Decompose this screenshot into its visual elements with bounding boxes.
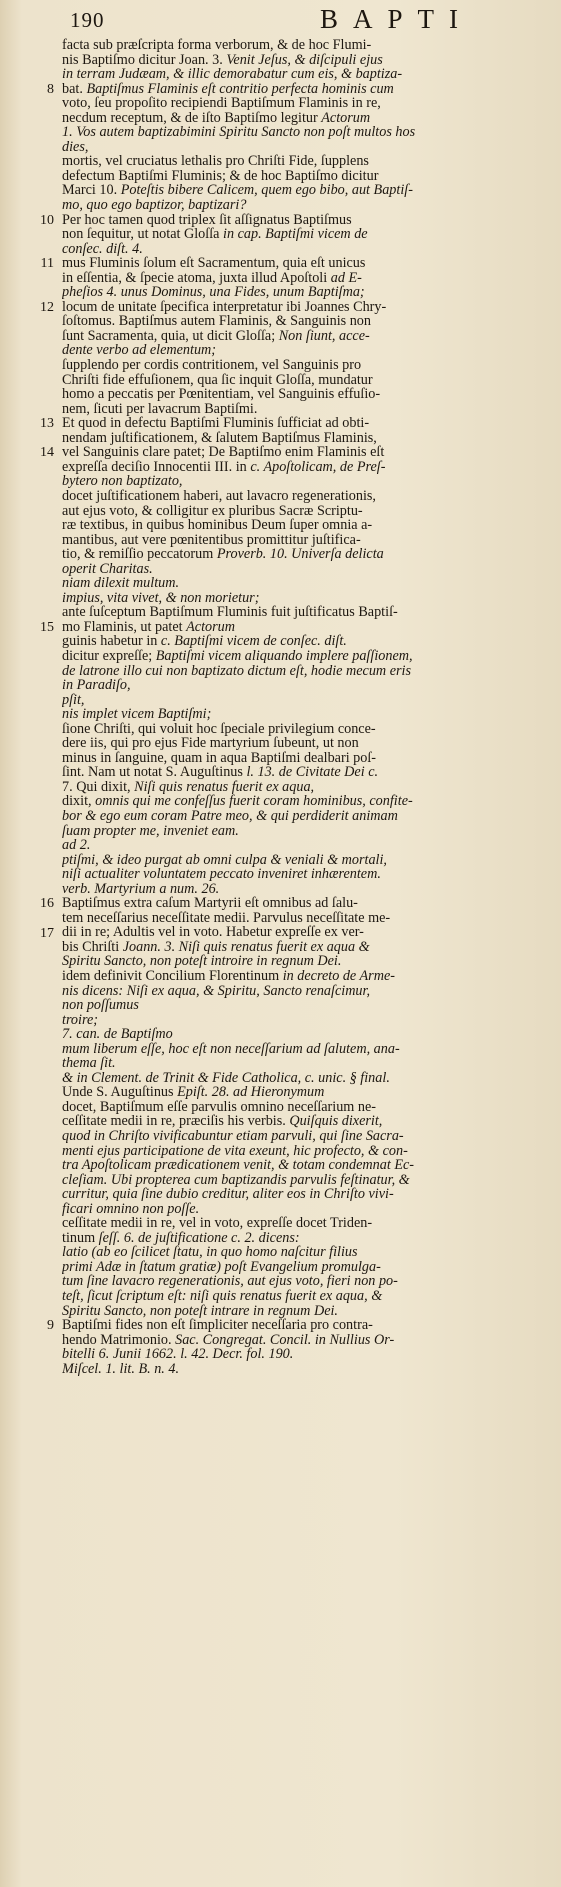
italic-text: Spiritu Sancto, non poteſt introire in regnum Dei.	[62, 954, 342, 969]
text-line	[62, 1260, 552, 1275]
text-line	[62, 1158, 552, 1173]
text-line	[62, 867, 552, 882]
roman-text: tio, & remiſſio peccatorum	[62, 547, 217, 562]
italic-text: curritur, quia ſine dubio creditur, aliter eos in Chriſto vivi-	[62, 1187, 394, 1202]
text-line	[62, 387, 552, 402]
italic-text: mo, quo ego baptizor, baptizari?	[62, 198, 247, 213]
text-line	[62, 634, 552, 649]
text-line	[62, 722, 552, 737]
text-line	[62, 343, 552, 358]
text-line	[62, 678, 552, 693]
italic-text: l. 13. de Civitate Dei c.	[246, 765, 379, 780]
paragraph-number: 15	[40, 620, 54, 635]
text-line	[62, 940, 552, 955]
italic-text: Actorum	[186, 619, 236, 635]
italic-text: in cap. Baptiſmi vicem de	[223, 227, 368, 242]
text-line	[62, 329, 552, 344]
roman-text: mus Fluminis ſolum eſt Sacramentum, quia eſt unicus	[62, 256, 366, 271]
text-line	[62, 402, 552, 417]
roman-text: defectum Baptiſmi Fluminis; & de hoc Baptiſmo dicitur	[62, 168, 379, 184]
text-line	[62, 562, 552, 577]
roman-text: ræ textibus, in quibus hominibus Deum ſuper omnia a-	[62, 518, 373, 533]
italic-text: conſec. diſt. 4.	[62, 241, 143, 257]
italic-text: troire;	[62, 1012, 98, 1028]
italic-text: c. Apoſtolicam, de Preſ-	[250, 459, 386, 475]
paragraph-number: 14	[40, 445, 54, 461]
italic-text: ptiſmi, & ideo purgat ab omni culpa & veniali & mortali,	[62, 852, 387, 868]
paragraph-number: 11	[40, 256, 54, 272]
paragraph-number: 12	[40, 299, 54, 315]
text-line	[62, 1056, 552, 1071]
roman-text: locum de unitate ſpecifica interpretatur ibi Joannes Chry-	[62, 299, 387, 315]
paragraph-number: 8	[47, 81, 54, 97]
text-line	[62, 1042, 552, 1057]
italic-text: nis implet vicem Baptiſmi;	[62, 707, 212, 722]
roman-text: Chriſti fide effuſionem, qua ſic inquit Gloſſa, mundatur	[62, 372, 373, 388]
text-line	[62, 765, 552, 780]
italic-text: Venit Jeſus, & diſcipuli ejus	[226, 52, 383, 68]
text-line	[62, 1333, 552, 1348]
italic-text: operit Charitas.	[62, 561, 153, 577]
text-line	[62, 911, 552, 926]
text-line	[62, 445, 552, 460]
paragraph-number: 17	[40, 925, 54, 941]
roman-text: nendam juſtificationem, & ſalutem Baptiſmus Flaminis,	[62, 430, 377, 446]
roman-text: 7. Qui dixit,	[62, 779, 135, 795]
italic-text: 1. Vos autem baptizabimini Spiritu Sancto non poſt multos hos	[62, 125, 416, 140]
text-line	[62, 1071, 552, 1086]
italic-text: in Paradiſo,	[62, 678, 131, 693]
text-line	[62, 664, 552, 679]
text-line	[62, 518, 552, 533]
paragraph-number: 9	[47, 1318, 54, 1334]
text-line	[62, 431, 552, 446]
italic-text: verb. Martyrium a num. 26.	[62, 881, 220, 897]
text-line	[62, 1027, 552, 1042]
italic-text: Actorum	[321, 110, 371, 126]
italic-text: teſt, ſicut ſcriptum eſt: niſi quis renatus fuerit ex aqua, &	[62, 1289, 383, 1304]
text-line	[62, 314, 552, 329]
text-line	[62, 954, 552, 969]
text-line	[62, 780, 552, 795]
italic-text: latio (ab eo ſcilicet ſtatu, in quo homo naſcitur filius	[62, 1245, 358, 1260]
text-line	[62, 1231, 552, 1246]
text-line	[62, 809, 552, 824]
italic-text: Quiſquis dixerit,	[289, 1114, 383, 1130]
text-line	[62, 1245, 552, 1260]
roman-text: mo Flaminis, ut patet	[62, 619, 187, 635]
roman-text: in eſſentia, & ſpecie atoma, juxta illud Apoſtoli	[62, 270, 331, 286]
running-head: BAPTI	[320, 4, 474, 34]
roman-text: non ſequitur, ut notat Gloſſa	[62, 227, 223, 242]
text-line	[62, 1129, 552, 1144]
text-line	[62, 1289, 552, 1304]
page-number: 190	[70, 8, 105, 32]
text-line	[62, 227, 552, 242]
roman-text: ſunt Sacramenta, quia, ut dicit Gloſſa;	[62, 328, 279, 344]
text-line	[62, 649, 552, 664]
italic-text: dies,	[62, 139, 89, 155]
text-line	[62, 300, 552, 315]
italic-text: ſeſſ. 6. de juſtificatione c. 2. dicens:	[98, 1230, 300, 1246]
text-line	[62, 140, 552, 155]
text-line	[62, 38, 552, 53]
roman-text: minus in ſanguine, quam in aqua Baptiſmi dealbari poſ-	[62, 750, 377, 766]
text-line	[62, 271, 552, 286]
italic-text: tum ſine lavacro regenerationis, aut ejus voto, fieri non po-	[62, 1274, 398, 1290]
roman-text: bat.	[62, 81, 83, 97]
text-line	[62, 925, 552, 940]
italic-text: Proverb. 10. Univerſa delicta	[216, 547, 384, 562]
italic-text: bytero non baptizato,	[62, 474, 183, 489]
roman-text: nem, ſicuti per lavacrum Baptiſmi.	[62, 401, 258, 417]
text-line	[62, 533, 552, 548]
text-line	[62, 285, 552, 300]
text-line	[62, 111, 552, 126]
text-line	[62, 1347, 552, 1362]
roman-text: hendo Matrimonio.	[62, 1332, 176, 1348]
text-line	[62, 1216, 552, 1231]
italic-text: Miſcel. 1. lit. B. n. 4.	[62, 1361, 180, 1377]
text-line	[62, 489, 552, 504]
text-line	[62, 183, 552, 198]
text-line	[62, 1187, 552, 1202]
italic-text: Non ſiunt, acce-	[278, 328, 370, 344]
italic-text: c. Baptiſmi vicem de conſec. diſt.	[160, 634, 347, 649]
roman-text: mantibus, aut vere pœnitentibus promittitur juſtifica-	[62, 532, 361, 548]
italic-text: thema ſit.	[62, 1056, 116, 1071]
roman-text: vel Sanguinis clare patet; De Baptiſmo enim Flaminis eſt	[62, 445, 385, 460]
roman-text: docet, Baptiſmum eſſe parvulis omnino neceſſarium ne-	[62, 1099, 377, 1115]
text-line	[62, 96, 552, 111]
text-line	[62, 707, 552, 722]
paragraph-number: 16	[40, 896, 54, 912]
text-line	[62, 547, 552, 562]
text-line	[62, 576, 552, 591]
italic-text: ad E-	[330, 270, 362, 286]
roman-text: Per hoc tamen quod triplex ſit aſſignatus Baptiſmus	[62, 212, 352, 228]
text-line	[62, 693, 552, 708]
text-line	[62, 125, 552, 140]
text-line	[62, 1114, 552, 1129]
italic-text: pheſios 4. unus Dominus, una Fides, unum Baptiſma;	[62, 285, 365, 300]
text-line	[62, 1085, 552, 1100]
text-line	[62, 736, 552, 751]
roman-text: bis Chriſti	[62, 939, 123, 955]
text-line	[62, 896, 552, 911]
roman-text: ceſſitate medii in re, vel in voto, expreſſe docet Triden-	[62, 1216, 373, 1231]
text-line	[62, 824, 552, 839]
text-line	[62, 620, 552, 635]
text-line	[62, 1274, 552, 1289]
roman-text: Marci 10.	[62, 183, 121, 199]
italic-text: Spiritu Sancto, non poteſt intrare in regnum Dei.	[62, 1303, 338, 1319]
italic-text: bor & ego eum coram Patre meo, & qui perdiderit animam	[62, 808, 398, 824]
text-line	[62, 474, 552, 489]
text-line	[62, 794, 552, 809]
text-line	[62, 751, 552, 766]
roman-text: dixit,	[62, 794, 96, 809]
italic-text: in terram Judæam, & illic demorabatur cum eis, & baptiza-	[62, 67, 403, 82]
roman-text: Unde S. Auguſtinus	[62, 1085, 178, 1100]
text-line	[62, 998, 552, 1013]
text-line	[62, 67, 552, 82]
roman-text: aut ejus voto, & colligitur ex pluribus Sacræ Scriptu-	[62, 503, 363, 519]
italic-text: Epiſt. 28. ad Hieronymum	[177, 1085, 325, 1100]
text-line	[62, 882, 552, 897]
text-line	[62, 154, 552, 169]
italic-text: niſi actualiter voluntatem peccato inveniret inhærentem.	[62, 867, 381, 882]
italic-text: cleſiam. Ubi propterea cum baptizandis parvulis feſtinatur, &	[62, 1172, 410, 1188]
text-line	[62, 591, 552, 606]
text-line	[62, 1304, 552, 1319]
roman-text: nis Baptiſmo dicitur Joan. 3.	[62, 52, 227, 68]
italic-text: Joann. 3. Niſi quis renatus fuerit ex aqua &	[122, 939, 370, 955]
roman-text: dii in re; Adultis vel in voto. Habetur expreſſe ex ver-	[62, 925, 364, 940]
text-line	[62, 373, 552, 388]
italic-text: nis dicens: Niſi ex aqua, & Spiritu, Sancto renaſcimur,	[62, 983, 371, 999]
page-header	[70, 4, 561, 34]
roman-text: ſoſtomus. Baptiſmus autem Flaminis, & Sanguinis non	[62, 314, 371, 329]
text-line	[62, 838, 552, 853]
text-line	[62, 358, 552, 373]
roman-text: tem neceſſarius neceſſitate medii. Parvulus neceſſitate me-	[62, 910, 391, 926]
italic-text: pſit,	[62, 692, 85, 708]
roman-text: ſupplendo per cordis contritionem, vel Sanguinis pro	[62, 358, 362, 373]
text-line	[62, 82, 552, 97]
text-line	[62, 853, 552, 868]
italic-text: impius, vita vivet, & non morietur;	[62, 590, 260, 606]
italic-text: ficari omnino non poſſe.	[62, 1201, 200, 1217]
roman-text: voto, ſeu propoſito recipiendi Baptiſmum Flaminis in re,	[62, 96, 381, 111]
italic-text: primi Adæ in ſtatum gratiæ) poſt Evangelium promulga-	[62, 1259, 381, 1275]
italic-text: dente verbo ad elementum;	[62, 343, 217, 359]
text-line	[62, 969, 552, 984]
roman-text: ceſſitate medii in re, præciſis his verbis.	[62, 1114, 290, 1130]
italic-text: mum liberum eſſe, hoc eſt non neceſſarium ad ſalutem, ana-	[62, 1041, 400, 1057]
text-line	[62, 1202, 552, 1217]
italic-text: bitelli 6. Junii 1662. l. 42. Decr. fol. 190.	[62, 1347, 294, 1362]
roman-text: mortis, vel cruciatus lethalis pro Chriſti Fide, ſupplens	[62, 154, 369, 169]
text-line	[62, 198, 552, 213]
roman-text: Baptiſmus extra caſum Martyrii eſt omnibus ad ſalu-	[62, 896, 358, 911]
italic-text: quod in Chriſto vivificabuntur etiam parvuli, qui ſine Sacra-	[62, 1129, 404, 1144]
italic-text: Sac. Congregat. Concil. in Nullius Or-	[175, 1332, 395, 1348]
italic-text: in decreto de Arme-	[282, 969, 395, 984]
italic-text: de latrone illo cui non baptizato dictum eſt, hodie mecum eris	[62, 663, 411, 679]
text-line	[62, 1144, 552, 1159]
text-line	[62, 1013, 552, 1028]
roman-text: docet juſtificationem haberi, aut lavacro regenerationis,	[62, 488, 376, 504]
text-line	[62, 605, 552, 620]
text-line	[62, 213, 552, 228]
text-line	[62, 1318, 552, 1333]
italic-text: Baptiſmus Flaminis eſt contritio perfecta hominis cum	[82, 81, 394, 97]
italic-text: ſuam propter me, inveniet eam.	[62, 823, 239, 839]
roman-text: Baptiſmi fides non eſt ſimpliciter neceſſaria pro contra-	[62, 1318, 373, 1333]
text-line	[62, 242, 552, 257]
text-line	[62, 169, 552, 184]
paragraph-number: 10	[40, 212, 54, 228]
italic-text: Niſi quis renatus fuerit ex aqua,	[134, 779, 315, 795]
text-line	[62, 1173, 552, 1188]
roman-text: idem definivit Concilium Florentinum	[62, 969, 283, 984]
italic-text: menti ejus participatione de vita exeunt, hic profecto, & con-	[62, 1143, 408, 1159]
roman-text: ſint. Nam ut notat S. Auguſtinus	[62, 765, 247, 780]
roman-text: Et quod in defectu Baptiſmi Fluminis ſufficiat ad obti-	[62, 416, 370, 431]
paragraph-number: 13	[40, 416, 54, 432]
roman-text: guinis habetur in	[62, 634, 161, 649]
body-text	[40, 38, 552, 1377]
italic-text: ad 2.	[62, 838, 91, 853]
italic-text: Poteſtis bibere Calicem, quem ego bibo, aut Baptiſ-	[120, 183, 413, 199]
text-line	[62, 504, 552, 519]
roman-text: homo a peccatis per Pœnitentiam, vel Sanguinis effuſio-	[62, 387, 381, 402]
roman-text: facta sub præſcripta forma verborum, & de hoc Flumi-	[62, 38, 372, 53]
text-line	[62, 53, 552, 68]
italic-text: omnis qui me confeſſus fuerit coram hominibus, confite-	[95, 794, 413, 809]
italic-text: non poſſumus	[62, 998, 139, 1013]
roman-text: dere iis, qui pro ejus Fide martyrium ſubeunt, ut non	[62, 736, 359, 751]
text-line	[62, 256, 552, 271]
italic-text: 7. can. de Baptiſmo	[62, 1027, 173, 1042]
roman-text: necdum receptum, & de iſto Baptiſmo legitur	[62, 110, 322, 126]
italic-text: Baptiſmi vicem aliquando implere paſſionem,	[155, 648, 413, 664]
text-line	[62, 1100, 552, 1115]
roman-text: ſione Chriſti, qui voluit hoc ſpeciale privilegium conce-	[62, 721, 376, 737]
text-line	[62, 416, 552, 431]
roman-text: tinum	[62, 1230, 99, 1246]
roman-text: dicitur expreſſe;	[62, 648, 156, 664]
roman-text: ante ſuſceptum Baptiſmum Fluminis fuit juſtificatus Baptiſ-	[62, 605, 398, 620]
italic-text: niam dilexit multum.	[62, 576, 180, 591]
text-line	[62, 1362, 552, 1377]
text-line	[62, 460, 552, 475]
italic-text: & in Clement. de Trinit & Fide Catholica, c. unic. § final.	[62, 1070, 390, 1086]
text-line	[62, 984, 552, 999]
roman-text: expreſſa deciſio Innocentii III. in	[62, 459, 251, 475]
italic-text: tra Apoſtolicam prædicationem venit, & totam condemnat Ec-	[62, 1158, 415, 1173]
